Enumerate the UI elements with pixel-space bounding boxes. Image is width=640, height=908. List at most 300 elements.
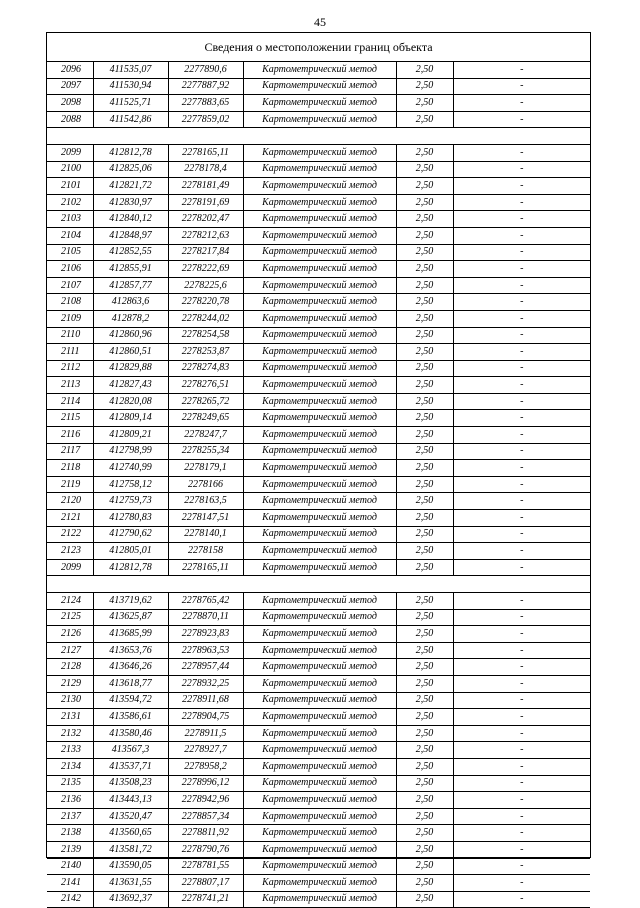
y-coordinate-cell: 2278140,1 <box>168 526 243 543</box>
method-cell: Картометрический метод <box>243 825 396 842</box>
accuracy-cell: 2,50 <box>396 742 453 759</box>
y-coordinate-cell: 2278147,51 <box>168 510 243 527</box>
x-coordinate-cell: 411525,71 <box>93 95 168 112</box>
method-cell: Картометрический метод <box>243 443 396 460</box>
y-coordinate-cell: 2278181,49 <box>168 178 243 195</box>
y-coordinate-cell: 2278212,63 <box>168 227 243 244</box>
method-cell: Картометрический метод <box>243 675 396 692</box>
x-coordinate-cell: 411542,86 <box>93 111 168 128</box>
x-coordinate-cell: 412860,96 <box>93 327 168 344</box>
accuracy-cell: 2,50 <box>396 758 453 775</box>
accuracy-cell: 2,50 <box>396 277 453 294</box>
y-coordinate-cell: 2278741,21 <box>168 891 243 908</box>
method-cell: Картометрический метод <box>243 211 396 228</box>
method-cell: Картометрический метод <box>243 543 396 560</box>
x-coordinate-cell: 412812,78 <box>93 559 168 576</box>
accuracy-cell: 2,50 <box>396 111 453 128</box>
method-cell: Картометрический метод <box>243 725 396 742</box>
block-separator-cell <box>47 576 590 593</box>
x-coordinate-cell: 413537,71 <box>93 758 168 775</box>
point-number-cell: 2096 <box>47 62 93 78</box>
description-cell: - <box>453 344 590 361</box>
table-row <box>47 111 590 128</box>
description-cell: - <box>453 211 590 228</box>
point-number-cell: 2140 <box>47 858 93 875</box>
point-number-cell: 2107 <box>47 277 93 294</box>
table-row <box>47 244 590 261</box>
point-number-cell: 2114 <box>47 393 93 410</box>
accuracy-cell: 2,50 <box>396 775 453 792</box>
accuracy-cell: 2,50 <box>396 360 453 377</box>
table-row <box>47 178 590 195</box>
table-row <box>47 476 590 493</box>
point-number-cell: 2129 <box>47 675 93 692</box>
accuracy-cell: 2,50 <box>396 808 453 825</box>
table-row <box>47 377 590 394</box>
x-coordinate-cell: 413580,46 <box>93 725 168 742</box>
point-number-cell: 2118 <box>47 460 93 477</box>
table-row <box>47 211 590 228</box>
point-number-cell: 2130 <box>47 692 93 709</box>
method-cell: Картометрический метод <box>243 410 396 427</box>
block-separator-row <box>47 128 590 145</box>
method-cell: Картометрический метод <box>243 460 396 477</box>
point-number-cell: 2142 <box>47 891 93 908</box>
block-separator-row <box>47 576 590 593</box>
description-cell: - <box>453 62 590 78</box>
x-coordinate-cell: 412863,6 <box>93 294 168 311</box>
method-cell: Картометрический метод <box>243 277 396 294</box>
point-number-cell: 2122 <box>47 526 93 543</box>
x-coordinate-cell: 412827,43 <box>93 377 168 394</box>
accuracy-cell: 2,50 <box>396 543 453 560</box>
accuracy-cell: 2,50 <box>396 476 453 493</box>
description-cell: - <box>453 194 590 211</box>
y-coordinate-cell: 2278220,78 <box>168 294 243 311</box>
point-number-cell: 2099 <box>47 144 93 161</box>
x-coordinate-cell: 412812,78 <box>93 144 168 161</box>
accuracy-cell: 2,50 <box>396 261 453 278</box>
point-number-cell: 2115 <box>47 410 93 427</box>
method-cell: Картометрический метод <box>243 609 396 626</box>
accuracy-cell: 2,50 <box>396 161 453 178</box>
y-coordinate-cell: 2278247,7 <box>168 427 243 444</box>
point-number-cell: 2133 <box>47 742 93 759</box>
method-cell: Картометрический метод <box>243 510 396 527</box>
table-row <box>47 310 590 327</box>
description-cell: - <box>453 144 590 161</box>
point-number-cell: 2126 <box>47 626 93 643</box>
table-row <box>47 261 590 278</box>
description-cell: - <box>453 460 590 477</box>
table-row <box>47 858 590 875</box>
table-row <box>47 692 590 709</box>
y-coordinate-cell: 2278274,83 <box>168 360 243 377</box>
point-number-cell: 2120 <box>47 493 93 510</box>
description-cell: - <box>453 111 590 128</box>
method-cell: Картометрический метод <box>243 775 396 792</box>
description-cell: - <box>453 626 590 643</box>
x-coordinate-cell: 413625,87 <box>93 609 168 626</box>
x-coordinate-cell: 413520,47 <box>93 808 168 825</box>
point-number-cell: 2132 <box>47 725 93 742</box>
description-cell: - <box>453 510 590 527</box>
x-coordinate-cell: 412825,06 <box>93 161 168 178</box>
table-row <box>47 825 590 842</box>
x-coordinate-cell: 413653,76 <box>93 642 168 659</box>
method-cell: Картометрический метод <box>243 261 396 278</box>
table-row <box>47 626 590 643</box>
x-coordinate-cell: 413586,61 <box>93 709 168 726</box>
point-number-cell: 2100 <box>47 161 93 178</box>
point-number-cell: 2128 <box>47 659 93 676</box>
method-cell: Картометрический метод <box>243 875 396 892</box>
x-coordinate-cell: 412829,88 <box>93 360 168 377</box>
method-cell: Картометрический метод <box>243 758 396 775</box>
x-coordinate-cell: 412878,2 <box>93 310 168 327</box>
x-coordinate-cell: 412809,21 <box>93 427 168 444</box>
table-row <box>47 841 590 858</box>
description-cell: - <box>453 526 590 543</box>
accuracy-cell: 2,50 <box>396 410 453 427</box>
x-coordinate-cell: 411530,94 <box>93 78 168 95</box>
point-number-cell: 2102 <box>47 194 93 211</box>
y-coordinate-cell: 2278249,65 <box>168 410 243 427</box>
x-coordinate-cell: 413719,62 <box>93 593 168 610</box>
accuracy-cell: 2,50 <box>396 825 453 842</box>
point-number-cell: 2088 <box>47 111 93 128</box>
x-coordinate-cell: 412805,01 <box>93 543 168 560</box>
description-cell: - <box>453 476 590 493</box>
accuracy-cell: 2,50 <box>396 709 453 726</box>
y-coordinate-cell: 2278957,44 <box>168 659 243 676</box>
method-cell: Картометрический метод <box>243 493 396 510</box>
table-row <box>47 808 590 825</box>
accuracy-cell: 2,50 <box>396 841 453 858</box>
table-row <box>47 493 590 510</box>
accuracy-cell: 2,50 <box>396 593 453 610</box>
accuracy-cell: 2,50 <box>396 559 453 576</box>
y-coordinate-cell: 2278996,12 <box>168 775 243 792</box>
y-coordinate-cell: 2278781,55 <box>168 858 243 875</box>
accuracy-cell: 2,50 <box>396 659 453 676</box>
table-row <box>47 78 590 95</box>
description-cell: - <box>453 360 590 377</box>
table-caption: Сведения о местоположении границ объекта <box>47 33 590 62</box>
point-number-cell: 2138 <box>47 825 93 842</box>
point-number-cell: 2098 <box>47 95 93 112</box>
table-row <box>47 144 590 161</box>
x-coordinate-cell: 413631,55 <box>93 875 168 892</box>
point-number-cell: 2106 <box>47 261 93 278</box>
method-cell: Картометрический метод <box>243 144 396 161</box>
table-row <box>47 775 590 792</box>
accuracy-cell: 2,50 <box>396 510 453 527</box>
description-cell: - <box>453 642 590 659</box>
x-coordinate-cell: 413685,99 <box>93 626 168 643</box>
x-coordinate-cell: 413508,23 <box>93 775 168 792</box>
description-cell: - <box>453 559 590 576</box>
page-number: 45 <box>314 15 326 29</box>
accuracy-cell: 2,50 <box>396 244 453 261</box>
y-coordinate-cell: 2278923,83 <box>168 626 243 643</box>
point-number-cell: 2124 <box>47 593 93 610</box>
description-cell: - <box>453 675 590 692</box>
description-cell: - <box>453 891 590 908</box>
description-cell: - <box>453 858 590 875</box>
method-cell: Картометрический метод <box>243 78 396 95</box>
y-coordinate-cell: 2278255,34 <box>168 443 243 460</box>
accuracy-cell: 2,50 <box>396 675 453 692</box>
description-cell: - <box>453 543 590 560</box>
accuracy-cell: 2,50 <box>396 692 453 709</box>
method-cell: Картометрический метод <box>243 111 396 128</box>
method-cell: Картометрический метод <box>243 327 396 344</box>
x-coordinate-cell: 412857,77 <box>93 277 168 294</box>
table-row <box>47 194 590 211</box>
point-number-cell: 2105 <box>47 244 93 261</box>
x-coordinate-cell: 413692,37 <box>93 891 168 908</box>
table-row <box>47 344 590 361</box>
description-cell: - <box>453 875 590 892</box>
point-number-cell: 2135 <box>47 775 93 792</box>
table-row <box>47 393 590 410</box>
accuracy-cell: 2,50 <box>396 78 453 95</box>
method-cell: Картометрический метод <box>243 377 396 394</box>
table-row <box>47 327 590 344</box>
y-coordinate-cell: 2278904,75 <box>168 709 243 726</box>
table-row <box>47 659 590 676</box>
table-row <box>47 642 590 659</box>
accuracy-cell: 2,50 <box>396 725 453 742</box>
point-number-cell: 2101 <box>47 178 93 195</box>
x-coordinate-cell: 412780,83 <box>93 510 168 527</box>
description-cell: - <box>453 725 590 742</box>
method-cell: Картометрический метод <box>243 742 396 759</box>
x-coordinate-cell: 412848,97 <box>93 227 168 244</box>
method-cell: Картометрический метод <box>243 161 396 178</box>
point-number-cell: 2117 <box>47 443 93 460</box>
table-row <box>47 593 590 610</box>
y-coordinate-cell: 2278253,87 <box>168 344 243 361</box>
accuracy-cell: 2,50 <box>396 211 453 228</box>
method-cell: Картометрический метод <box>243 393 396 410</box>
accuracy-cell: 2,50 <box>396 95 453 112</box>
accuracy-cell: 2,50 <box>396 178 453 195</box>
method-cell: Картометрический метод <box>243 227 396 244</box>
table-row <box>47 609 590 626</box>
coordinates-sheet <box>46 32 591 905</box>
table-row <box>47 709 590 726</box>
point-number-cell: 2139 <box>47 841 93 858</box>
point-number-cell: 2104 <box>47 227 93 244</box>
y-coordinate-cell: 2278217,84 <box>168 244 243 261</box>
table-row <box>47 742 590 759</box>
table-row <box>47 294 590 311</box>
x-coordinate-cell: 412830,97 <box>93 194 168 211</box>
x-coordinate-cell: 412855,91 <box>93 261 168 278</box>
method-cell: Картометрический метод <box>243 526 396 543</box>
y-coordinate-cell: 2278163,5 <box>168 493 243 510</box>
accuracy-cell: 2,50 <box>396 609 453 626</box>
y-coordinate-cell: 2278942,96 <box>168 792 243 809</box>
method-cell: Картометрический метод <box>243 808 396 825</box>
description-cell: - <box>453 78 590 95</box>
method-cell: Картометрический метод <box>243 626 396 643</box>
table-row <box>47 360 590 377</box>
method-cell: Картометрический метод <box>243 858 396 875</box>
accuracy-cell: 2,50 <box>396 310 453 327</box>
y-coordinate-cell: 2278158 <box>168 543 243 560</box>
table-row <box>47 543 590 560</box>
x-coordinate-cell: 412820,08 <box>93 393 168 410</box>
table-row <box>47 277 590 294</box>
table-row <box>47 758 590 775</box>
y-coordinate-cell: 2277890,6 <box>168 62 243 78</box>
table-row <box>47 792 590 809</box>
method-cell: Картометрический метод <box>243 709 396 726</box>
table-row <box>47 410 590 427</box>
description-cell: - <box>453 692 590 709</box>
x-coordinate-cell: 412798,99 <box>93 443 168 460</box>
y-coordinate-cell: 2278165,11 <box>168 144 243 161</box>
description-cell: - <box>453 244 590 261</box>
y-coordinate-cell: 2278254,58 <box>168 327 243 344</box>
description-cell: - <box>453 310 590 327</box>
accuracy-cell: 2,50 <box>396 393 453 410</box>
table-row <box>47 427 590 444</box>
method-cell: Картометрический метод <box>243 360 396 377</box>
x-coordinate-cell: 413443,13 <box>93 792 168 809</box>
method-cell: Картометрический метод <box>243 95 396 112</box>
point-number-cell: 2109 <box>47 310 93 327</box>
x-coordinate-cell: 411535,07 <box>93 62 168 78</box>
point-number-cell: 2141 <box>47 875 93 892</box>
description-cell: - <box>453 841 590 858</box>
description-cell: - <box>453 792 590 809</box>
point-number-cell: 2110 <box>47 327 93 344</box>
point-number-cell: 2127 <box>47 642 93 659</box>
y-coordinate-cell: 2278165,11 <box>168 559 243 576</box>
y-coordinate-cell: 2278963,53 <box>168 642 243 659</box>
accuracy-cell: 2,50 <box>396 858 453 875</box>
accuracy-cell: 2,50 <box>396 427 453 444</box>
y-coordinate-cell: 2278927,7 <box>168 742 243 759</box>
accuracy-cell: 2,50 <box>396 144 453 161</box>
y-coordinate-cell: 2278222,69 <box>168 261 243 278</box>
accuracy-cell: 2,50 <box>396 377 453 394</box>
x-coordinate-cell: 413618,77 <box>93 675 168 692</box>
x-coordinate-cell: 413560,65 <box>93 825 168 842</box>
method-cell: Картометрический метод <box>243 427 396 444</box>
x-coordinate-cell: 413567,3 <box>93 742 168 759</box>
accuracy-cell: 2,50 <box>396 294 453 311</box>
method-cell: Картометрический метод <box>243 194 396 211</box>
table-row <box>47 510 590 527</box>
description-cell: - <box>453 393 590 410</box>
coordinates-table-body <box>47 62 590 908</box>
method-cell: Картометрический метод <box>243 659 396 676</box>
description-cell: - <box>453 443 590 460</box>
x-coordinate-cell: 413594,72 <box>93 692 168 709</box>
point-number-cell: 2103 <box>47 211 93 228</box>
description-cell: - <box>453 95 590 112</box>
description-cell: - <box>453 593 590 610</box>
accuracy-cell: 2,50 <box>396 344 453 361</box>
accuracy-cell: 2,50 <box>396 526 453 543</box>
x-coordinate-cell: 413646,26 <box>93 659 168 676</box>
y-coordinate-cell: 2278225,6 <box>168 277 243 294</box>
accuracy-cell: 2,50 <box>396 891 453 908</box>
x-coordinate-cell: 412821,72 <box>93 178 168 195</box>
point-number-cell: 2108 <box>47 294 93 311</box>
description-cell: - <box>453 261 590 278</box>
y-coordinate-cell: 2278191,69 <box>168 194 243 211</box>
y-coordinate-cell: 2278276,51 <box>168 377 243 394</box>
method-cell: Картометрический метод <box>243 310 396 327</box>
description-cell: - <box>453 742 590 759</box>
method-cell: Картометрический метод <box>243 891 396 908</box>
method-cell: Картометрический метод <box>243 642 396 659</box>
accuracy-cell: 2,50 <box>396 460 453 477</box>
x-coordinate-cell: 412758,12 <box>93 476 168 493</box>
point-number-cell: 2111 <box>47 344 93 361</box>
y-coordinate-cell: 2278870,11 <box>168 609 243 626</box>
y-coordinate-cell: 2278178,4 <box>168 161 243 178</box>
method-cell: Картометрический метод <box>243 244 396 261</box>
table-row <box>47 460 590 477</box>
description-cell: - <box>453 327 590 344</box>
method-cell: Картометрический метод <box>243 841 396 858</box>
table-row <box>47 95 590 112</box>
block-separator-cell <box>47 128 590 145</box>
x-coordinate-cell: 412809,14 <box>93 410 168 427</box>
description-cell: - <box>453 227 590 244</box>
y-coordinate-cell: 2278911,5 <box>168 725 243 742</box>
accuracy-cell: 2,50 <box>396 443 453 460</box>
x-coordinate-cell: 412840,12 <box>93 211 168 228</box>
accuracy-cell: 2,50 <box>396 626 453 643</box>
point-number-cell: 2136 <box>47 792 93 809</box>
description-cell: - <box>453 277 590 294</box>
y-coordinate-cell: 2278790,76 <box>168 841 243 858</box>
description-cell: - <box>453 659 590 676</box>
x-coordinate-cell: 413581,72 <box>93 841 168 858</box>
y-coordinate-cell: 2277887,92 <box>168 78 243 95</box>
accuracy-cell: 2,50 <box>396 194 453 211</box>
accuracy-cell: 2,50 <box>396 792 453 809</box>
method-cell: Картометрический метод <box>243 62 396 78</box>
table-row <box>47 526 590 543</box>
description-cell: - <box>453 178 590 195</box>
accuracy-cell: 2,50 <box>396 493 453 510</box>
y-coordinate-cell: 2278932,25 <box>168 675 243 692</box>
method-cell: Картометрический метод <box>243 593 396 610</box>
description-cell: - <box>453 808 590 825</box>
y-coordinate-cell: 2278811,92 <box>168 825 243 842</box>
method-cell: Картометрический метод <box>243 692 396 709</box>
y-coordinate-cell: 2278807,17 <box>168 875 243 892</box>
coordinates-table <box>47 62 590 908</box>
x-coordinate-cell: 412759,73 <box>93 493 168 510</box>
point-number-cell: 2131 <box>47 709 93 726</box>
x-coordinate-cell: 412740,99 <box>93 460 168 477</box>
y-coordinate-cell: 2277859,02 <box>168 111 243 128</box>
point-number-cell: 2134 <box>47 758 93 775</box>
x-coordinate-cell: 412852,55 <box>93 244 168 261</box>
description-cell: - <box>453 161 590 178</box>
table-row <box>47 227 590 244</box>
